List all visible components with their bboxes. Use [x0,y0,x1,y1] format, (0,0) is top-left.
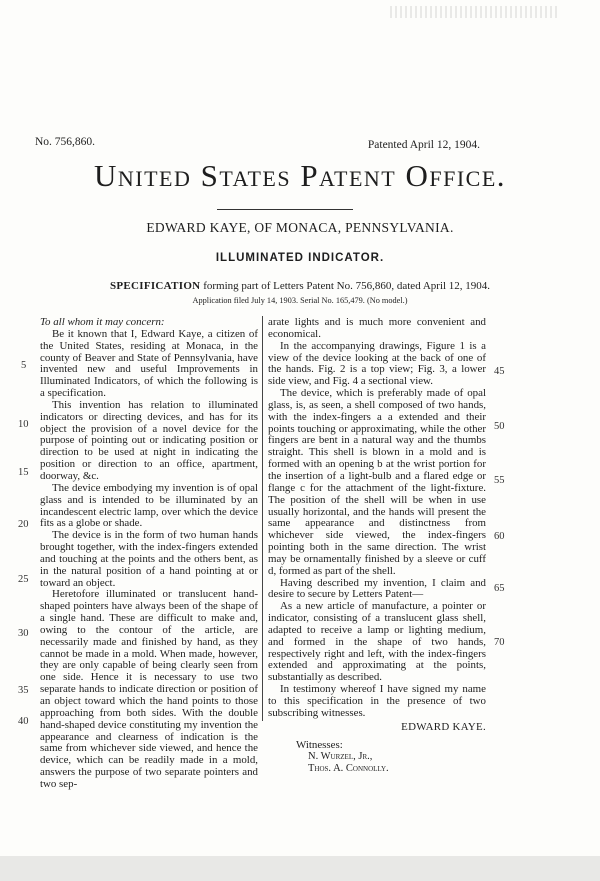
specification-line [0,280,600,292]
specification-lead: SPECIFICATION [109,280,201,292]
witness-name: N. Wurzel, Jr., [308,751,373,763]
line-number: 30 [18,628,29,639]
right-paragraph: In the accompanying drawings, Figure 1 is a view of the device looking at the back of one of the hands. Fig. 2 is a top view; Fig. 3, a lower side view, and Fig. 4 a sectional view. [268,339,486,388]
line-number: 55 [494,475,505,486]
left-paragraph: The device embodying my invention is of opal glass and is intended to be illuminated by an incandescent electric lamp, over which the device fits as a globe or shade. [40,481,258,530]
line-number: 50 [494,421,505,432]
invention-subject: ILLUMINATED INDICATOR. [215,252,385,264]
right-paragraph: In testimony whereof I have signed my name to this specification in the presence of two subscribing witnesses. [268,683,486,719]
line-number: 70 [494,637,505,648]
column-divider [262,316,263,721]
salutation: To all whom it may concern: [40,316,165,328]
left-paragraph: Heretofore illuminated or translucent hand-shaped pointers have always been of the shape of a single hand. These are difficult to make and, owing to the contour of the article, are necessarily made and finished by hand, as they cannot be made in a mold. When made, however, they are only capable of being clearly seen from one side. Hence it is necessary to use two separate hands to indicate direction or position of an object toward which the hand points to those approaching from both sides. With the double hand-shaped device constituting my invention the appearance and clearness of indication is the same from whichever side viewed, and hence the device, which can be readily made in a mold, answers the purpose of two separate pointers and two sep- [40,588,258,790]
right-paragraph: As a new article of manufacture, a pointer or indicator, consisting of a translucent glass shell, adapted to receive a lamp or lighting medium, and formed in the shape of two hands, respectively right and left, with the index-fingers extended and approximating at the points, substantially as described. [268,600,486,684]
document-title: United States Patent Office. [93,158,507,193]
patent-number: No. 756,860. [35,136,96,148]
right-paragraph: The device, which is preferably made of opal glass, is, as seen, a shell composed of two hands, with the index-fingers a a extended and their points touching or approximating, while the other fingers are bent in a natural way and the thumbs straight. This shell is blown in a mold and is formed with an opening b at the wrist portion for the insertion of a light-bulb and a flared edge or flange c for the attachment of the light-fixture. The position of the shell will be when in use usually horizontal, and the hands will present the same appearance and distinctness from whichever side viewed, the index-fingers pointing both in the same direction. The wrist may be ornamentally finished by a sleeve or cuff d, formed as part of the shell. [268,387,486,577]
right-paragraph: Having described my invention, I claim and desire to secure by Letters Patent— [268,576,486,601]
scan-artifact [390,6,560,18]
line-number: 45 [494,366,505,377]
left-paragraph: This invention has relation to illuminated indicators or directing devices, and has for its object the provision of a novel device for the purpose of pointing out or indicating position or direction to be used at night in indicating the position or direction to an office, apartment, doorway, &c. [40,398,258,482]
line-number: 10 [18,419,29,430]
inventor-signature: EDWARD KAYE. [401,720,486,733]
left-paragraph: The device is in the form of two human hands brought together, with the index-fingers extended and touching at the points and the others bent, as in the natural position of a hand pointing at or toward an object. [40,529,258,589]
right-column [268,317,486,775]
line-number: 25 [18,574,29,585]
witness-name: Thos. A. Connolly. [308,763,389,775]
witnesses-label: Witnesses: [296,738,343,751]
line-number: 35 [18,685,29,696]
application-line: Application filed July 14, 1903. Serial No. 165,479. (No model.) [192,296,408,305]
line-number: 65 [494,583,505,594]
inventor-line: EDWARD KAYE, OF MONACA, PENNSYLVANIA. [146,220,454,235]
line-number: 15 [18,467,29,478]
specification-rest: forming part of Letters Patent No. 756,860, dated April 12, 1904. [203,280,491,292]
line-number: 60 [494,531,505,542]
left-column [40,317,258,791]
patent-date: Patented April 12, 1904. [367,139,480,151]
right-paragraph: arate lights and is much more convenient and economical. [268,316,486,340]
scan-edge [0,856,600,881]
line-number: 40 [18,716,29,727]
title-rule [217,209,353,210]
left-paragraph: Be it known that I, Edward Kaye, a citizen of the United States, residing at Monaca, in the county of Beaver and State of Pennsylvania, have invented new and useful Improvements in Illuminated Indicators, of which the following is a specification. [40,327,258,400]
line-number: 5 [21,360,27,371]
line-number: 20 [18,519,29,530]
